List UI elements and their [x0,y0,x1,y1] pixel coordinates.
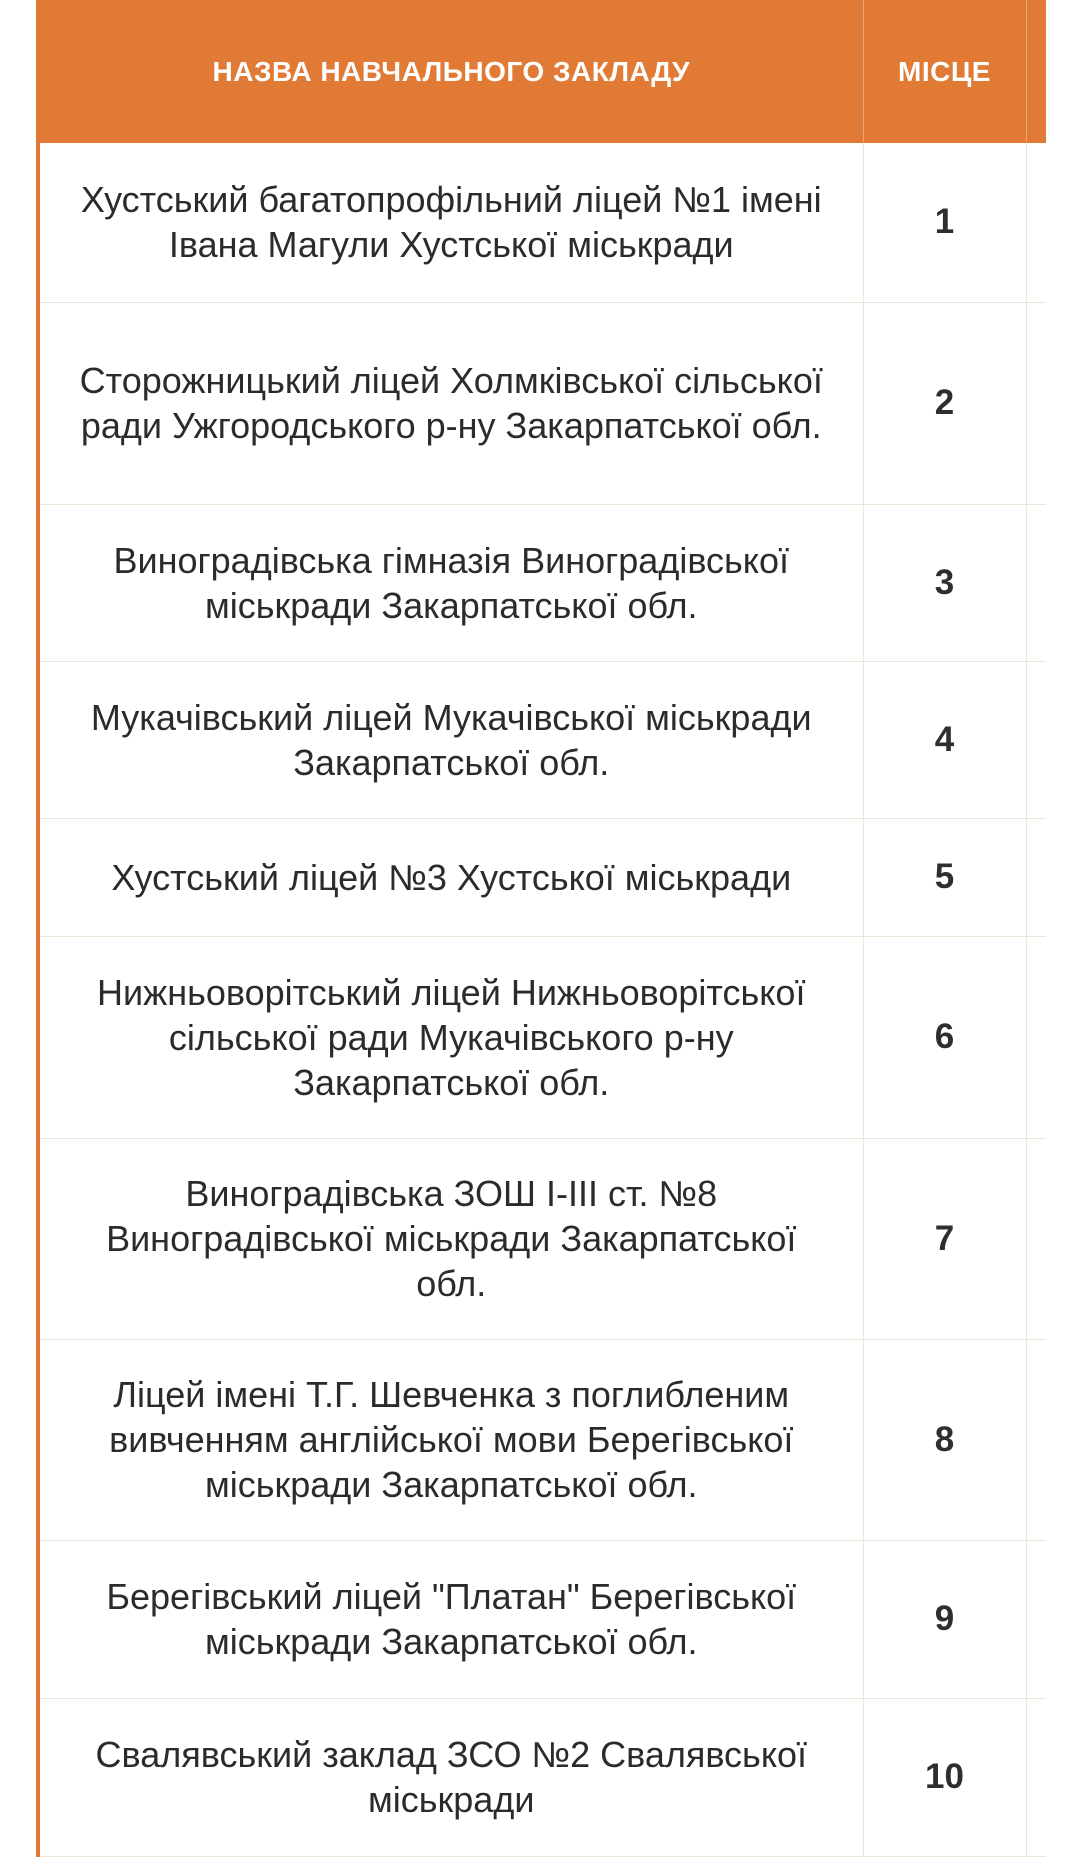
table-row [40,1540,1046,1698]
extra-cell [1026,1540,1046,1698]
table-row [40,661,1046,818]
school-name-cell: Виноградівська гімназія Виноградівської міськради Закарпатської обл. [40,504,863,661]
extra-cell [1026,1339,1046,1540]
table-row [40,936,1046,1138]
extra-cell [1026,1698,1046,1856]
place-cell: 10 [863,1698,1026,1856]
header-place: МІСЦЕ [863,0,1026,143]
header-school-name: НАЗВА НАВЧАЛЬНОГО ЗАКЛАДУ [40,0,863,143]
place-cell: 5 [863,818,1026,936]
table-row [40,143,1046,302]
school-name-cell: Берегівський ліцей "Платан" Берегівської міськради Закарпатської обл. [40,1540,863,1698]
extra-cell [1026,661,1046,818]
school-ranking-table [40,0,1046,1857]
table-row [40,504,1046,661]
table-row [40,818,1046,936]
school-name-cell: Нижньоворітський ліцей Нижньоворітської сільської ради Мукачівського р-ну Закарпатської обл. [40,936,863,1138]
place-cell: 1 [863,143,1026,302]
extra-cell [1026,302,1046,504]
school-name-cell: Виноградівська ЗОШ І-ІІІ ст. №8 Виноградівської міськради Закарпатської обл. [40,1138,863,1339]
extra-cell [1026,818,1046,936]
school-name-cell: Мукачівський ліцей Мукачівської міськради Закарпатської обл. [40,661,863,818]
place-cell: 7 [863,1138,1026,1339]
place-cell: 4 [863,661,1026,818]
school-name-cell: Свалявський заклад ЗСО №2 Свалявської міськради [40,1698,863,1856]
school-name-cell: Сторожницький ліцей Холмківської сільської ради Ужгородського р-ну Закарпатської обл. [40,302,863,504]
header-extra-cell [1026,0,1046,143]
place-cell: 2 [863,302,1026,504]
table-row [40,1339,1046,1540]
table-header-row [40,0,1046,143]
extra-cell [1026,1138,1046,1339]
place-cell: 6 [863,936,1026,1138]
extra-cell [1026,936,1046,1138]
table-row [40,302,1046,504]
ranking-table-container [36,0,1046,1857]
place-cell: 8 [863,1339,1026,1540]
table-row [40,1698,1046,1856]
school-name-cell: Хустський багатопрофільний ліцей №1 імені Івана Магули Хустської міськради [40,143,863,302]
school-name-cell: Хустський ліцей №3 Хустської міськради [40,818,863,936]
place-cell: 3 [863,504,1026,661]
extra-cell [1026,143,1046,302]
table-row [40,1138,1046,1339]
school-name-cell: Ліцей імені Т.Г. Шевченка з поглибленим вивченням англійської мови Берегівської міськради Закарпатської обл. [40,1339,863,1540]
place-cell: 9 [863,1540,1026,1698]
extra-cell [1026,504,1046,661]
